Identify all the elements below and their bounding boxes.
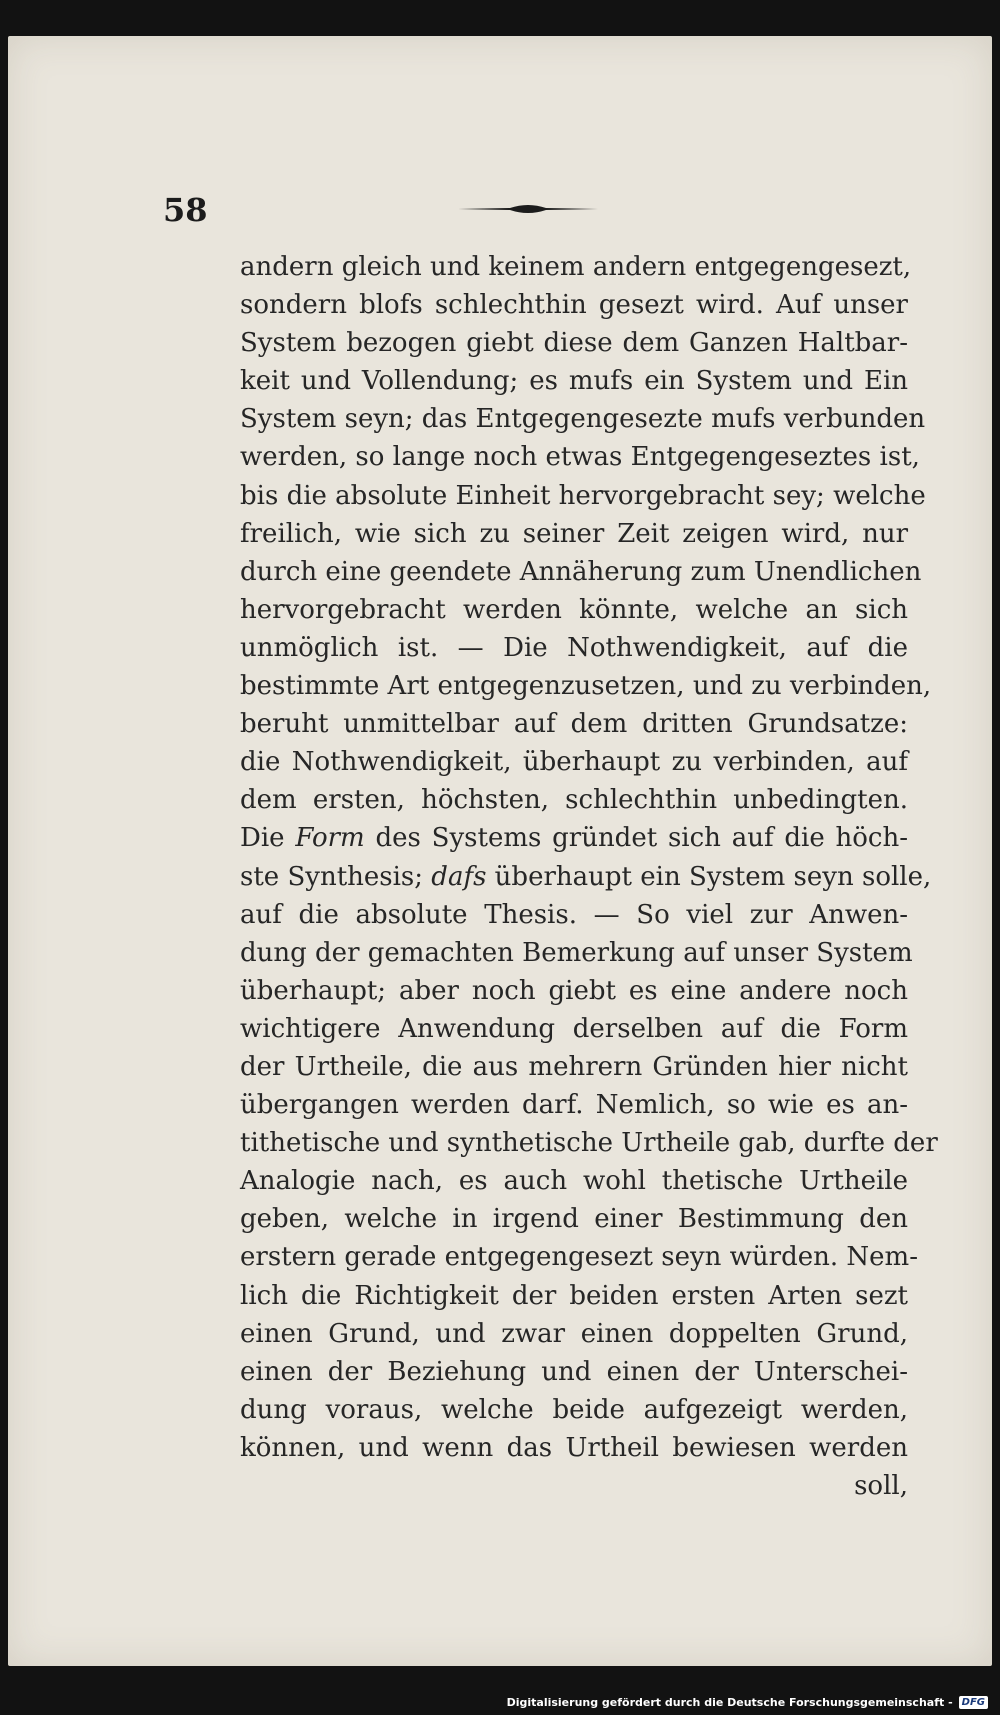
- text-line-13: beruht unmittelbar auf dem dritten Grundsatze:: [240, 709, 908, 740]
- text-line-15: dem ersten, höchsten, schlechthin unbedingten.: [240, 785, 908, 816]
- text-line-5: System seyn; das Entgegengesezte mufs verbunden: [240, 404, 926, 435]
- body-text: [240, 248, 938, 1505]
- digitization-credit: [507, 1693, 988, 1711]
- text-line-31: dung voraus, welche beide aufgezeigt werden,: [240, 1394, 908, 1425]
- text-line-25: Analogie nach, es auch wohl thetische Urtheile: [240, 1166, 908, 1197]
- text-line-22: der Urtheile, die aus mehrern Gründen hier nicht: [240, 1051, 908, 1082]
- text-line-10: hervorgebracht werden könnte, welche an sich: [240, 594, 908, 625]
- page-number: 58: [163, 191, 208, 229]
- text-line-30: einen der Beziehung und einen der Unterschei-: [240, 1356, 908, 1387]
- text-line-23: übergangen werden darf. Nemlich, so wie es an-: [240, 1090, 908, 1121]
- text-line-24: tithetische und synthetische Urtheile gab, durfte der: [240, 1128, 938, 1159]
- italic-word-form: Form: [295, 823, 365, 854]
- text-line-16-pre: Die: [240, 823, 296, 854]
- text-line-11: unmöglich ist. — Die Nothwendigkeit, auf die: [240, 632, 908, 663]
- text-line-16-post: des Systems gründet sich auf die höch-: [364, 823, 908, 854]
- text-line-1: andern gleich und keinem andern entgegengesezt,: [240, 252, 912, 282]
- text-line-6: werden, so lange noch etwas Entgegengeseztes ist,: [240, 442, 920, 473]
- text-line-21: wichtigere Anwendung derselben auf die Form: [240, 1013, 908, 1044]
- text-line-16: [240, 819, 908, 857]
- text-line-3: System bezogen giebt diese dem Ganzen Haltbar-: [240, 328, 908, 359]
- text-line-14: die Nothwendigkeit, überhaupt zu verbinden, auf: [240, 747, 908, 778]
- text-line-26: geben, welche in irgend einer Bestimmung den: [240, 1204, 908, 1235]
- catchword: soll,: [854, 1471, 908, 1501]
- text-line-17-pre: ste Synthesis;: [240, 861, 432, 892]
- text-line-28: lich die Richtigkeit der beiden ersten Arten sezt: [240, 1280, 908, 1311]
- text-line-32: können, und wenn das Urtheil bewiesen werden: [240, 1432, 908, 1463]
- text-line-4: keit und Vollendung; es mufs ein System und Ein: [240, 366, 908, 397]
- book-page: [8, 36, 992, 1666]
- text-line-27: erstern gerade entgegengesezt seyn würden. Nem-: [240, 1242, 918, 1273]
- text-line-12: bestimmte Art entgegenzusetzen, und zu verbinden,: [240, 671, 932, 702]
- text-line-8: freilich, wie sich zu seiner Zeit zeigen wird, nur: [240, 518, 908, 549]
- text-line-2: sondern blofs schlechthin gesezt wird. Auf unser: [240, 290, 908, 321]
- header-ornament: [458, 202, 598, 216]
- credit-text: Digitalisierung gefördert durch die Deutsche Forschungsgemeinschaft -: [506, 1695, 953, 1709]
- italic-word-dafs: dafs: [431, 861, 487, 892]
- text-line-17-post: überhaupt ein System seyn solle,: [486, 861, 932, 892]
- text-line-17: [240, 858, 932, 896]
- text-line-7: bis die absolute Einheit hervorgebracht sey; welche: [240, 480, 926, 511]
- text-line-18: auf die absolute Thesis. — So viel zur Anwen-: [240, 899, 908, 930]
- text-line-29: einen Grund, und zwar einen doppelten Grund,: [240, 1318, 908, 1349]
- text-line-19: dung der gemachten Bemerkung auf unser System: [240, 937, 913, 968]
- dfg-logo: DFG: [959, 1696, 988, 1709]
- text-line-9: durch eine geendete Annäherung zum Unendlichen: [240, 556, 922, 587]
- text-line-20: überhaupt; aber noch giebt es eine andere noch: [240, 975, 908, 1006]
